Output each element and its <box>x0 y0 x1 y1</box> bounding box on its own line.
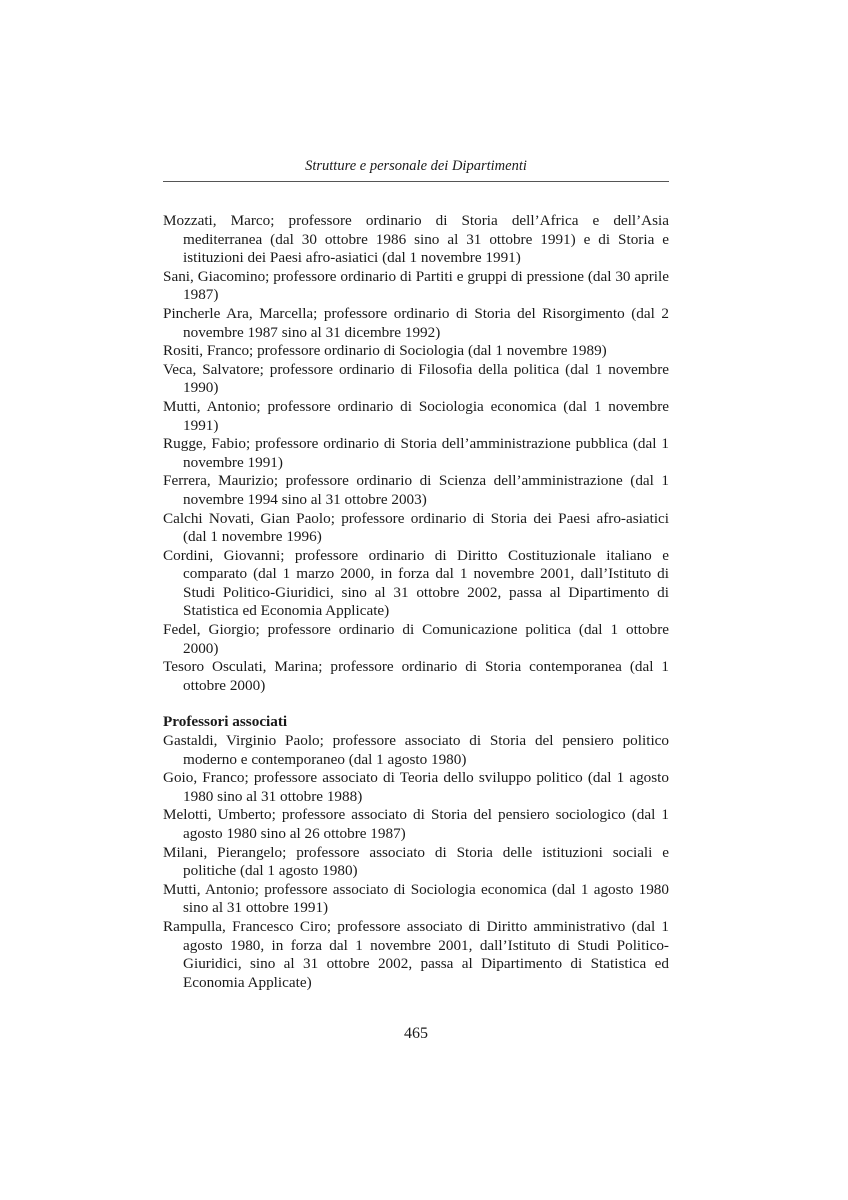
staff-list <box>163 212 669 992</box>
list-entry: Melotti, Umberto; professore associato di Storia del pensiero sociologico (dal 1 agosto 1980 sino al 26 ottobre 1987) <box>163 806 669 842</box>
list-entry: Tesoro Osculati, Marina; professore ordinario di Storia contemporanea (dal 1 ottobre 2000) <box>163 658 669 694</box>
list-entry: Pincherle Ara, Marcella; professore ordinario di Storia del Risorgimento (dal 2 novembre 1987 sino al 31 dicembre 1992) <box>163 304 669 341</box>
list-entry: Veca, Salvatore; professore ordinario di Filosofia della politica (dal 1 novembre 1990) <box>163 360 669 397</box>
list-entry: Cordini, Giovanni; professore ordinario di Diritto Costituzionale italiano e comparato (dal 1 marzo 2000, in forza dal 1 novembre 2001, dall’Istituto di Studi Politico-Giuridici, sino al 31 ottobre 2002, passa al Dipartimento di Statistica ed Economia Applicate) <box>163 546 669 620</box>
header-rule <box>163 181 669 182</box>
list-entry: Sani, Giacomino; professore ordinario di Partiti e gruppi di pressione (dal 30 aprile 1987) <box>163 267 669 304</box>
list-entry: Mutti, Antonio; professore associato di Sociologia economica (dal 1 agosto 1980 sino al 31 ottobre 1991) <box>163 880 669 917</box>
page-number: 465 <box>404 1025 428 1042</box>
list-entry: Goio, Franco; professore associato di Teoria dello sviluppo politico (dal 1 agosto 1980 sino al 31 ottobre 1988) <box>163 769 669 805</box>
list-entry: Rampulla, Francesco Ciro; professore associato di Diritto amministrativo (dal 1 agosto 1980, in forza dal 1 novembre 2001, dall’Istituto di Studi Politico-Giuridici, sino al 31 ottobre 2002, passa al Dipartimento di Statistica ed Economia Applicate) <box>163 917 669 991</box>
list-entry: Rugge, Fabio; professore ordinario di Storia dell’amministrazione pubblica (dal 1 novembre 1991) <box>163 435 669 471</box>
list-entry: Calchi Novati, Gian Paolo; professore ordinario di Storia dei Paesi afro-asiatici (dal 1 novembre 1996) <box>163 509 669 546</box>
list-entry: Gastaldi, Virginio Paolo; professore associato di Storia del pensiero politico moderno e contemporaneo (dal 1 agosto 1980) <box>163 732 669 768</box>
section-heading-associati: Professori associati <box>163 713 288 731</box>
list-entry: Ferrera, Maurizio; professore ordinario di Scienza dell’amministrazione (dal 1 novembre 1994 sino al 31 ottobre 2003) <box>163 472 669 508</box>
list-entry: Rositi, Franco; professore ordinario di Sociologia (dal 1 novembre 1989) <box>163 342 607 360</box>
list-entry: Milani, Pierangelo; professore associato di Storia delle istituzioni sociali e politiche (dal 1 agosto 1980) <box>163 843 669 880</box>
list-entry: Mutti, Antonio; professore ordinario di Sociologia economica (dal 1 novembre 1991) <box>163 397 669 434</box>
running-head: Strutture e personale dei Dipartimenti <box>305 158 527 174</box>
list-entry: Fedel, Giorgio; professore ordinario di Comunicazione politica (dal 1 ottobre 2000) <box>163 621 669 657</box>
list-entry: Mozzati, Marco; professore ordinario di Storia dell’Africa e dell’Asia mediterranea (dal 30 ottobre 1986 sino al 31 ottobre 1991) e di Storia e istituzioni dei Paesi afro-asiatici (dal 1 novembre 1991) <box>163 212 669 267</box>
